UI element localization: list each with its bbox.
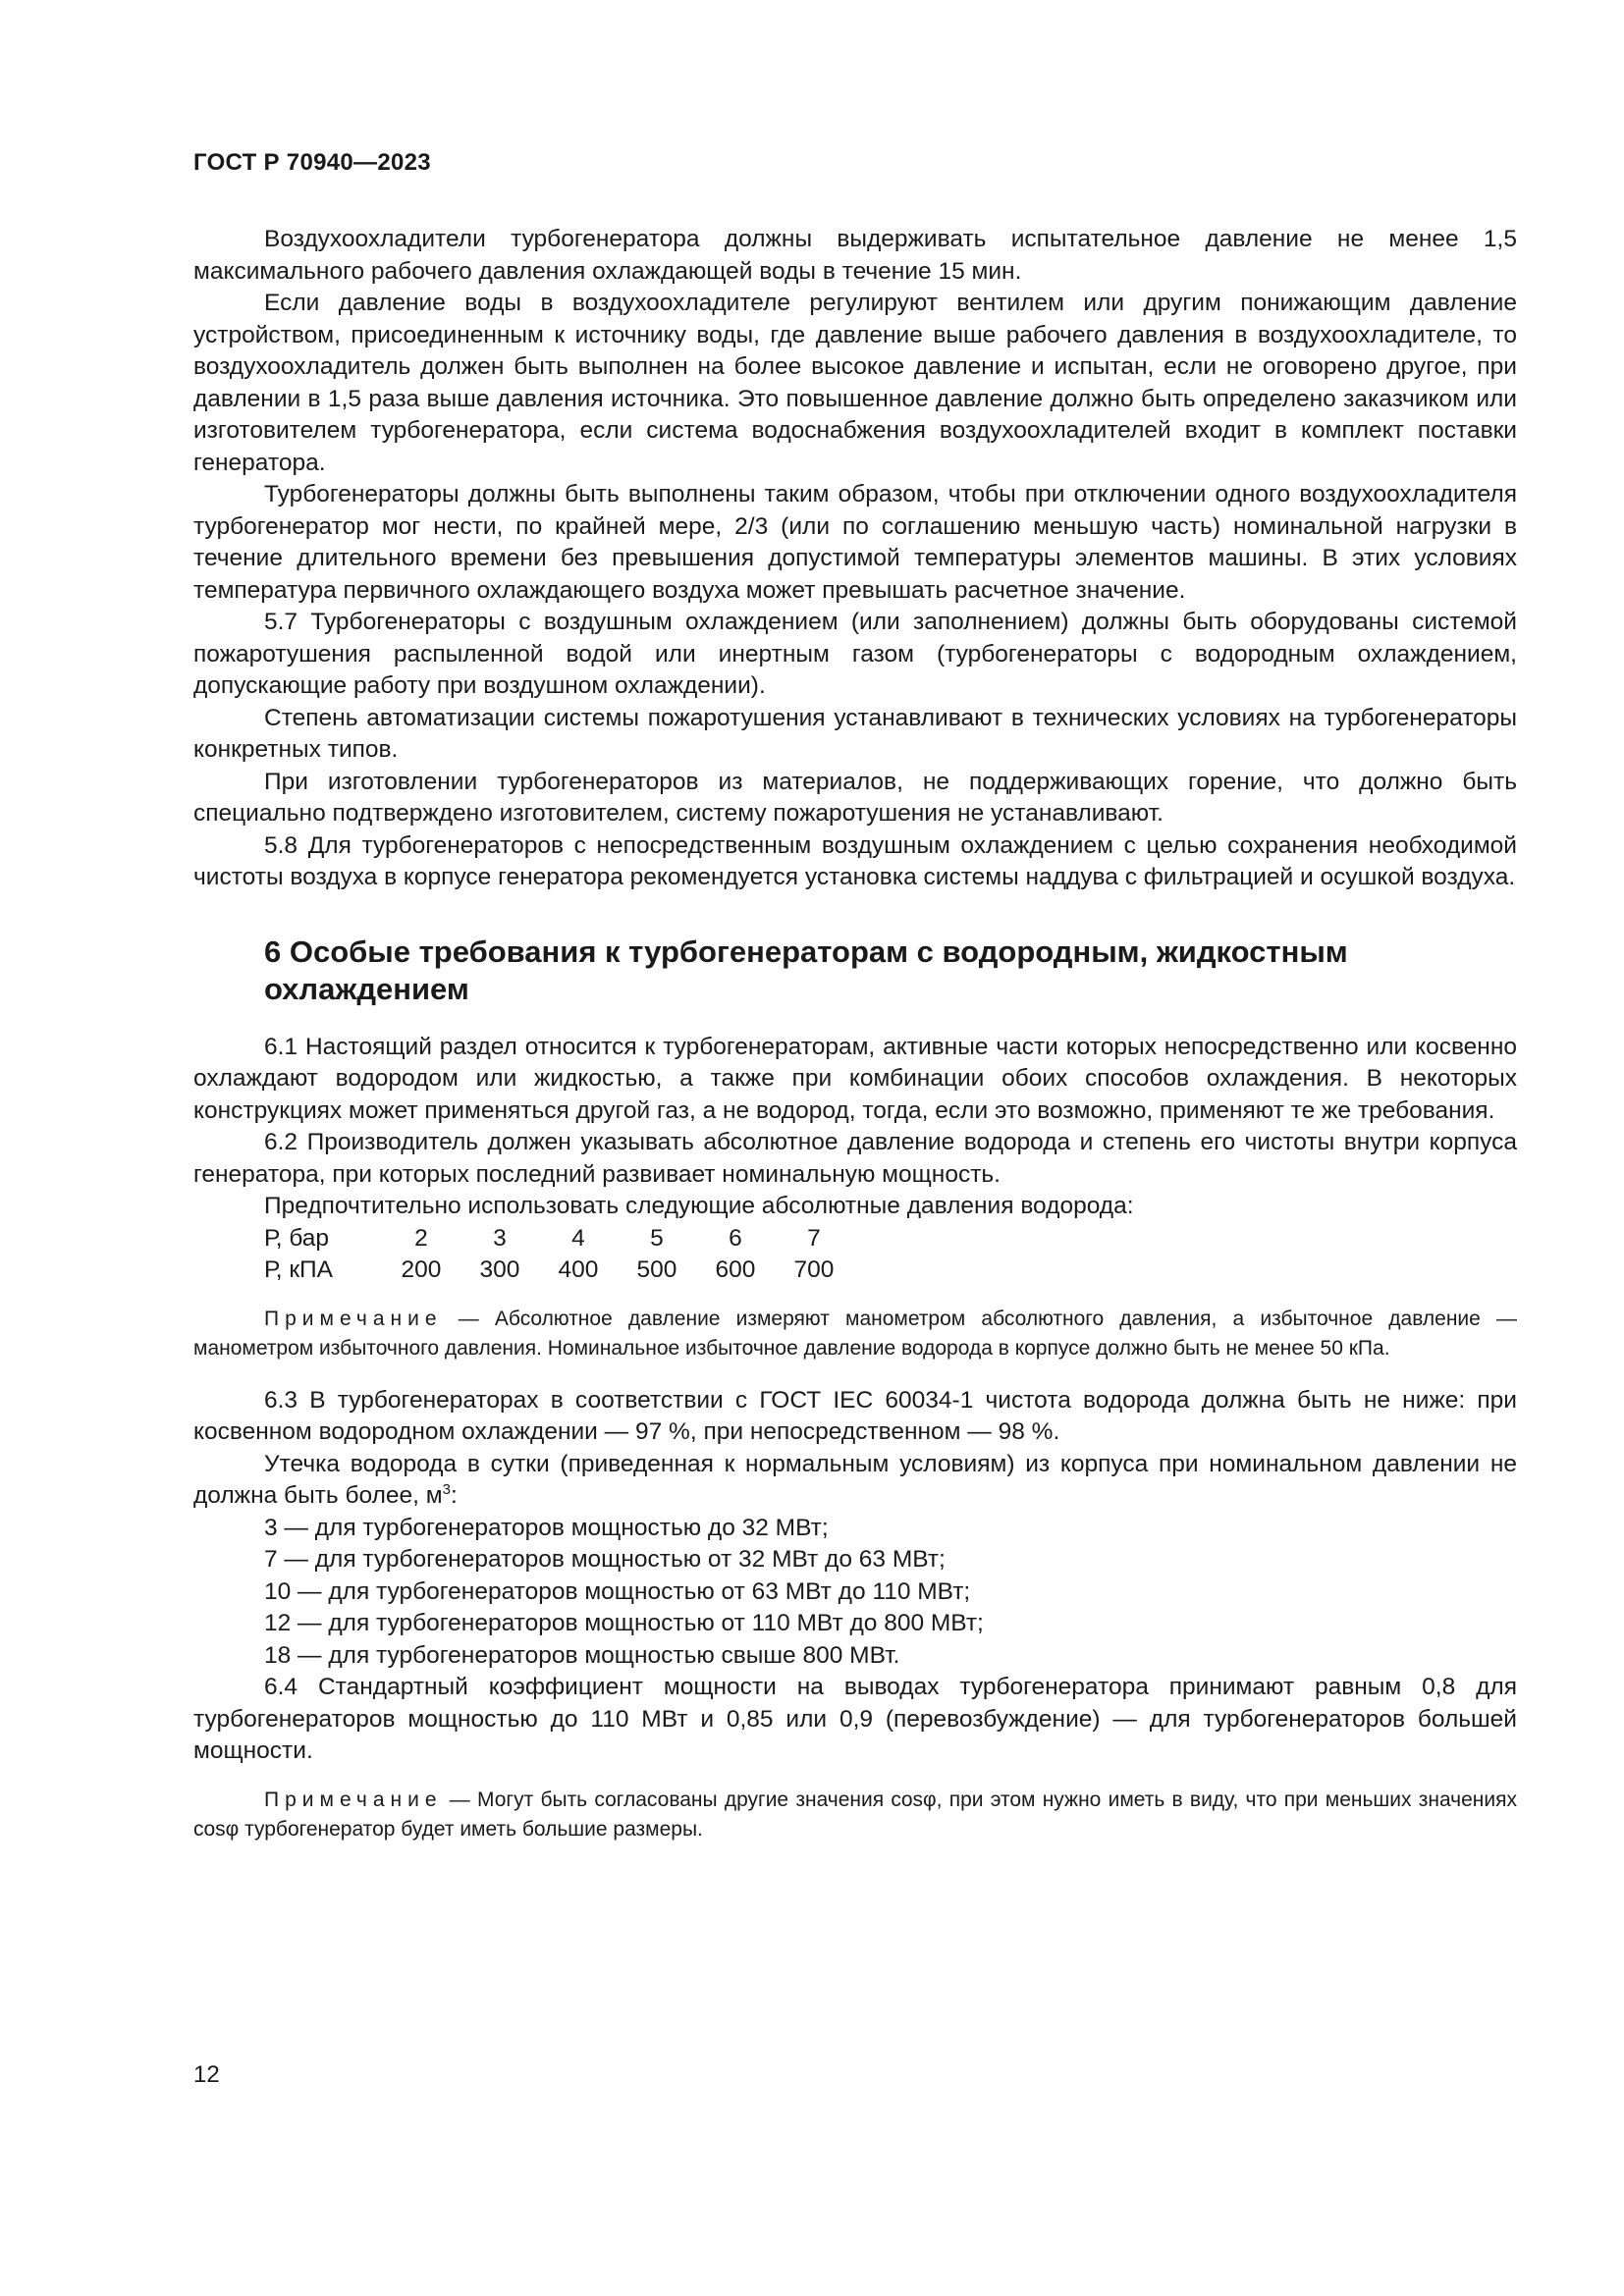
leak-colon: : bbox=[450, 1482, 458, 1509]
pressure-table bbox=[264, 1223, 1517, 1287]
paragraph: Если давление воды в воздухоохладителе регулируют вентилем или другим понижающим давление устройством, присоединенным к источнику воды, где давление выше рабочего давления в воздухоохладителе, то воздухоохладитель должен быть выполнен на более высокое давление и испытан, если не оговорено другое, при давлении в 1,5 раза выше давления источника. Это повышенное давление должно быть определено заказчиком или изготовителем турбогенератора, если система водоснабжения воздухоохладителей входит в комплект поставки генератора. bbox=[193, 290, 1517, 476]
pressure-row-bar bbox=[264, 1223, 1517, 1255]
document-body bbox=[193, 224, 1517, 1866]
leak-intro: Утечка водорода в сутки (приведенная к нормальным условиям) из корпуса при номинальном давлении не должна быть более, м bbox=[193, 1450, 1517, 1509]
row-label: Р, кПА bbox=[264, 1256, 333, 1283]
cell: 400 bbox=[558, 1256, 599, 1283]
cell: 5 bbox=[650, 1224, 664, 1252]
cell: 3 bbox=[493, 1224, 507, 1252]
paragraph-5-7: 5.7 Турбогенераторы с воздушным охлаждением (или заполнением) должны быть оборудованы системой пожаротушения распыленной водой или инертным газом (турбогенераторы с водородным охлаждением, допускающие работу при воздушном охлаждении). bbox=[193, 609, 1517, 699]
note-text: — Абсолютное давление измеряют манометром абсолютного давления, а избыточное давление — манометром избыточного давления. Номинальное избыточное давление водорода в корпусе должно быть не менее 50 кПа. bbox=[193, 1307, 1517, 1360]
paragraph: Степень автоматизации системы пожаротушения устанавливают в технических условиях на турбогенераторы конкретных типов. bbox=[193, 704, 1517, 763]
note-label: Примечание bbox=[264, 1788, 443, 1811]
list-item: 12 — для турбогенераторов мощностью от 110 МВт до 800 МВт; bbox=[264, 1610, 984, 1636]
note-1 bbox=[193, 1305, 1517, 1363]
paragraph-leak bbox=[193, 1449, 1517, 1513]
list-item: 7 — для турбогенераторов мощностью от 32 МВт до 63 МВт; bbox=[264, 1546, 946, 1573]
paragraph: Турбогенераторы должны быть выполнены таким образом, чтобы при отключении одного воздухоохладителя турбогенератор мог нести, по крайней мере, 2/3 (или по соглашению меньшую часть) номинальной нагрузки в течение длительного времени без превышения допустимой температуры элементов машины. В этих условиях температура первичного охлаждающего воздуха может превышать расчетное значение. bbox=[193, 481, 1517, 604]
list-item: 3 — для турбогенераторов мощностью до 32 МВт; bbox=[264, 1514, 829, 1541]
paragraph-6-4: 6.4 Стандартный коэффициент мощности на выводах турбогенератора принимают равным 0,8 для турбогенераторов мощностью до 110 МВт и 0,85 или 0,9 (перевозбуждение) — для турбогенераторов большей мощности. bbox=[193, 1674, 1517, 1764]
note-2 bbox=[193, 1786, 1517, 1844]
note-text: — Могут быть согласованы другие значения cosφ, при этом нужно иметь в виду, что при меньших значениях cosφ турбогенератор будет иметь большие размеры. bbox=[193, 1788, 1517, 1841]
cell: 600 bbox=[715, 1256, 756, 1283]
paragraph: Воздухоохладители турбогенератора должны выдерживать испытательное давление не менее 1,5 максимального рабочего давления охлаждающей воды в течение 15 мин. bbox=[193, 226, 1517, 285]
row-label: Р, бар bbox=[264, 1224, 330, 1252]
cell: 500 bbox=[636, 1256, 677, 1283]
list-item: 18 — для турбогенераторов мощностью свыше 800 МВт. bbox=[264, 1641, 900, 1669]
page-number: 12 bbox=[193, 2061, 220, 2088]
document-header: ГОСТ Р 70940—2023 bbox=[193, 149, 431, 176]
cell: 300 bbox=[479, 1256, 520, 1283]
paragraph: Предпочтительно использовать следующие абсолютные давления водорода: bbox=[264, 1193, 1134, 1219]
cell: 6 bbox=[729, 1224, 742, 1252]
paragraph: При изготовлении турбогенераторов из материалов, не поддерживающих горение, что должно быть специально подтверждено изготовителем, систему пожаротушения не устанавливают. bbox=[193, 768, 1517, 827]
list-item: 10 — для турбогенераторов мощностью от 63 МВт до 110 МВт; bbox=[264, 1577, 971, 1605]
section-title: 6 Особые требования к турбогенераторам с водородным, жидкостным охлаждением bbox=[264, 934, 1348, 1006]
paragraph-6-2: 6.2 Производитель должен указывать абсолютное давление водорода и степень его чистоты внутри корпуса генератора, при которых последний развивает номинальную мощность. bbox=[193, 1129, 1517, 1188]
note-label: Примечание bbox=[264, 1307, 443, 1330]
paragraph-6-1: 6.1 Настоящий раздел относится к турбогенераторам, активные части которых непосредственно или косвенно охлаждают водородом или жидкостью, а также при комбинации обоих способов охлаждения. В некоторых конструкциях может применяться другой газ, а не водород, тогда, если это возможно, применяют те же требования. bbox=[193, 1033, 1517, 1124]
cell: 7 bbox=[807, 1224, 821, 1252]
paragraph-6-3: 6.3 В турбогенераторах в соответствии с ГОСТ IEC 60034-1 чистота водорода должна быть не ниже: при косвенном водородном охлаждении — 97 %, при непосредственном — 98 %. bbox=[193, 1386, 1517, 1445]
pressure-row-kpa bbox=[264, 1255, 1517, 1287]
paragraph-5-8: 5.8 Для турбогенераторов с непосредственным воздушным охлаждением с целью сохранения необходимой чистоты воздуха в корпусе генератора рекомендуется установка системы наддува с фильтрацией и осушкой воздуха. bbox=[193, 831, 1517, 890]
leak-unit-superscript: 3 bbox=[442, 1480, 451, 1498]
cell: 200 bbox=[401, 1256, 442, 1283]
cell: 4 bbox=[571, 1224, 585, 1252]
cell: 2 bbox=[414, 1224, 428, 1252]
cell: 700 bbox=[793, 1256, 835, 1283]
